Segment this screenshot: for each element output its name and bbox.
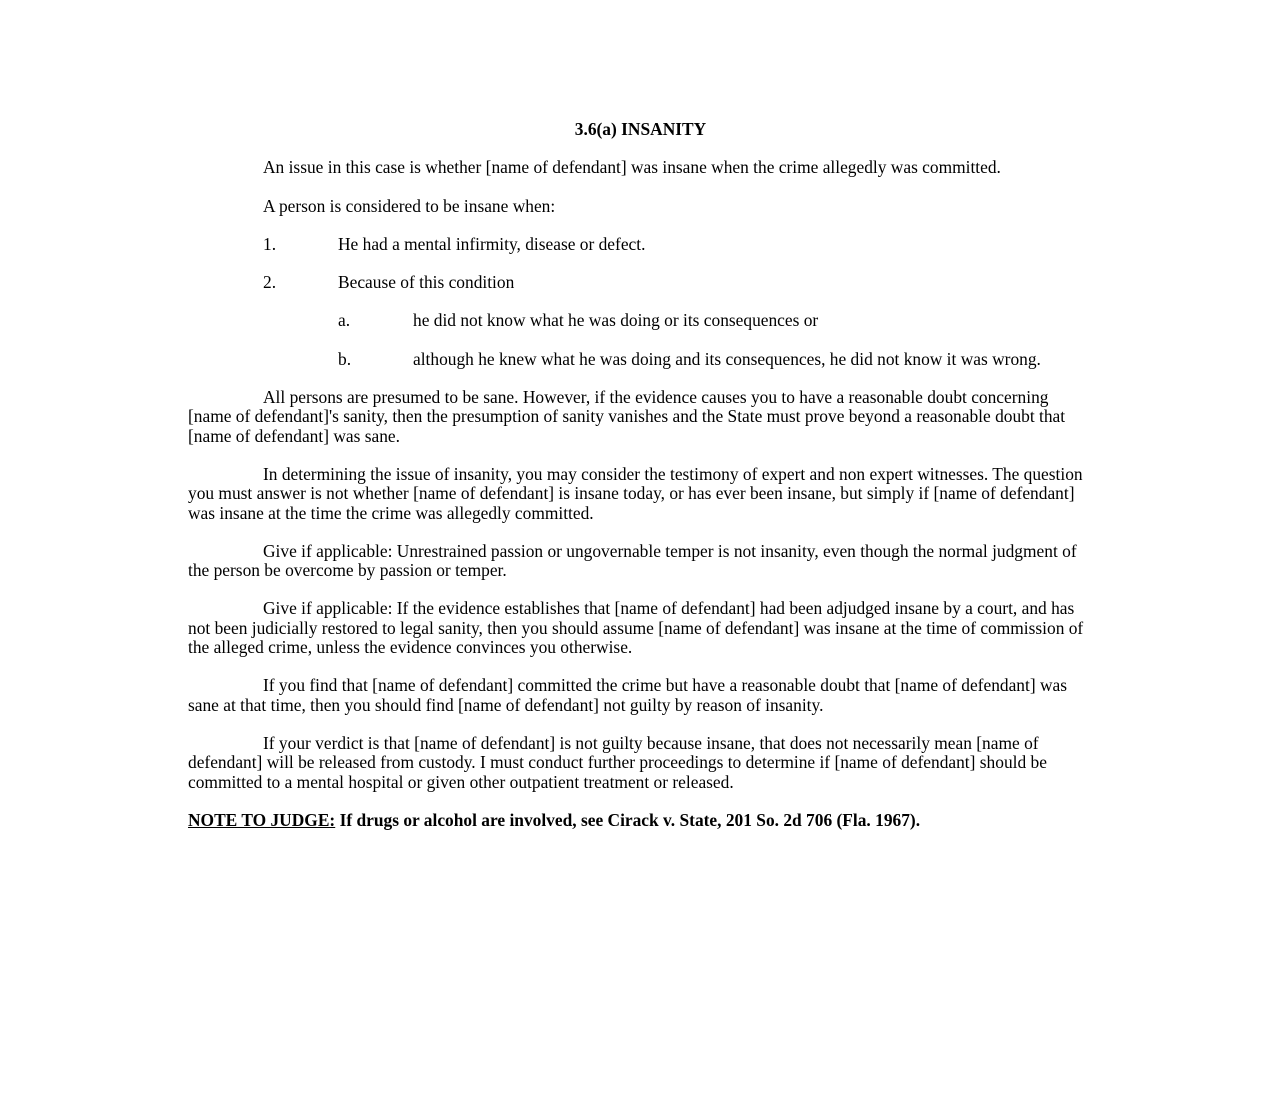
verdict-paragraph: If you find that [name of defendant] committed the crime but have a reasonable doubt that [name of defendant] was sane at that time, then you should find [name of defendant] not guilty by reason of insanity. [188,675,1068,715]
subcondition-letter: b. [338,348,352,369]
subcondition-letter: a. [338,310,351,331]
condition-item-2 [188,273,1093,292]
custody-paragraph: If your verdict is that [name of defendant] is not guilty because insane, that does not necessarily mean [name of defendant] will be released from custody. I must conduct further proceedings to determine if [name of defendant] should be committed to a mental hospital or given other outpatient treatment or released. [188,732,1047,792]
note-label: NOTE TO JUDGE: [188,809,336,830]
condition-number: 1. [263,233,277,254]
intro-paragraph: An issue in this case is whether [name of defendant] was insane when the crime allegedly was committed. [263,157,1001,178]
subcondition-text: he did not know what he was doing or its consequences or [413,310,819,331]
expert-testimony-paragraph: In determining the issue of insanity, you may consider the testimony of expert and non expert witnesses. The question you must answer is not whether [name of defendant] is insane today, or has ever been insane, but simply if [name of defendant] was insane at the time the crime was allegedly committed. [188,463,1083,523]
lead-paragraph: A person is considered to be insane when: [263,195,556,216]
condition-item-1 [188,235,1093,254]
document-title: 3.6(a) INSANITY [574,119,707,139]
condition-number: 2. [263,272,277,293]
condition-text: He had a mental infirmity, disease or defect. [338,233,646,254]
document-body [188,120,1093,830]
condition-text: Because of this condition [338,272,515,293]
subcondition-text: although he knew what he was doing and its consequences, he did not know it was wrong. [413,348,1041,369]
subcondition-item-b [188,350,1093,369]
note-to-judge [188,811,1093,830]
passion-paragraph: Give if applicable: Unrestrained passion or ungovernable temper is not insanity, even though the normal judgment of the person be overcome by passion or temper. [188,540,1077,581]
presumption-paragraph: All persons are presumed to be sane. However, if the evidence causes you to have a reasonable doubt concerning [name of defendant]'s sanity, then the presumption of sanity vanishes and the State must prove beyond a reasonable doubt that [name of defendant] was sane. [188,387,1066,446]
adjudged-insane-paragraph: Give if applicable: If the evidence establishes that [name of defendant] had been adjudged insane by a court, and has not been judicially restored to legal sanity, then you should assume [name of defendant] was insane at the time of commission of the alleged crime, unless the evidence convinces you otherwise. [188,598,1084,658]
note-text: If drugs or alcohol are involved, see Cirack v. State, 201 So. 2d 706 (Fla. 1967). [335,809,921,830]
subcondition-item-a [188,311,1093,330]
